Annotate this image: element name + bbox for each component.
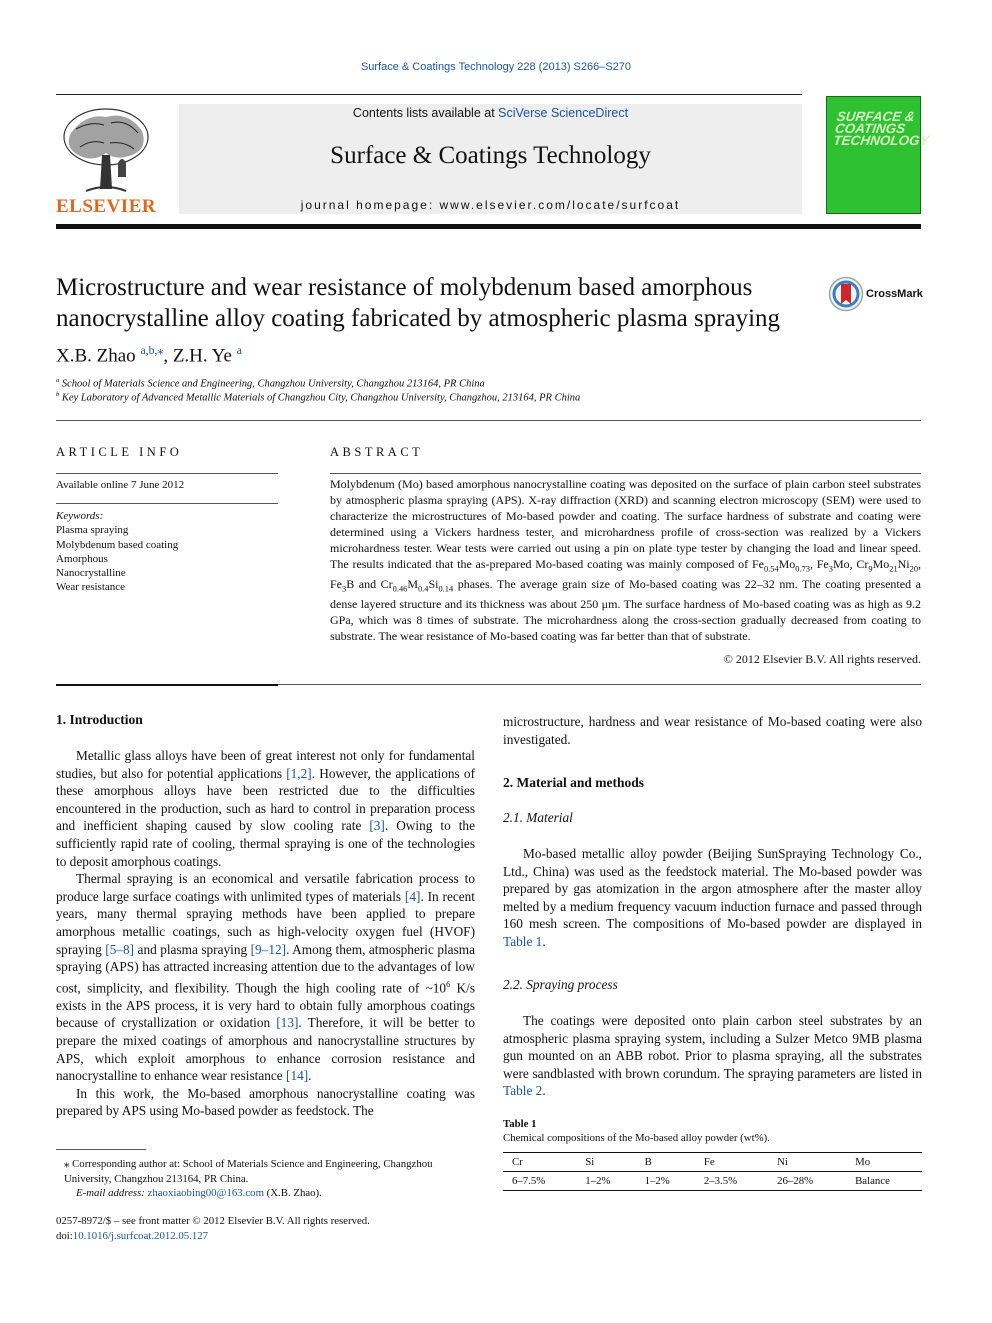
paragraph: Metallic glass alloys have been of great interest not only for fundamental studies, but also for potential applications [1,2]. However, the applications of these amorphous alloys have been restricted due to the difficulties encountered in the production, such as hard to control in preparation process and inefficient shaping caused by slow cooling rate [3]. Owing to the sufficiently rapid rate of cooling, thermal spraying is one of the technologies to deposit amorphous coatings. (56, 748, 475, 869)
body-rule (278, 684, 921, 685)
footnote-rule (56, 1149, 146, 1150)
homepage-line (179, 198, 802, 212)
email-suffix: (X.B. Zhao). (263, 1187, 322, 1199)
journal-reference[interactable]: Surface & Coatings Technology 228 (2013) S266–S270 (360, 61, 632, 73)
affiliation (56, 377, 485, 390)
section-heading-introduction: 1. Introduction (56, 712, 143, 727)
cover-title: SURFACE & COATINGS TECHNOLOGY (832, 109, 930, 148)
journal-cover-thumbnail[interactable] (826, 96, 930, 214)
author-list: X.B. Zhao $^{a,b,⁎}$, Z.H. Ye $^a$ (56, 344, 242, 367)
paragraph: Thermal spraying is an economical and versatile fabrication process to produce large surface coatings with unlimited types of materials [4]. In recent years, many thermal spraying methods have been applied to prepare amorphous metallic coatings, such as high-velocity oxygen fuel (HVOF) spraying [5–8] and plasma spraying [9–12]. Among them, atmospheric plasma spraying (APS) has attracted increasing attention due to the advantages of low cost, simplicity, and flexibility. Though the high cooling rate of $\sim 10^6$ K/s exists in the APS process, it is very hard to obtain fully amorphous coatings because of crystallization or oxidation [13]. Therefore, it will be better to prepare the mixed coatings of amorphous and nanocrystalline structures by APS, which exploit amorphous to enhance corrosion resistance and nanocrystalline to enhance wear resistance [14]. (56, 871, 476, 1084)
corresponding-author-footnote (56, 1157, 475, 1201)
doi-link[interactable]: 10.1016/j.surfcoat.2012.05.127 (72, 1229, 209, 1242)
affiliation-mark: b (56, 391, 60, 398)
table-header-cell: Fe (703, 1156, 715, 1168)
article-info-rule (56, 503, 278, 504)
header-rule (56, 224, 921, 229)
available-online: Available online 7 June 2012 (56, 479, 185, 491)
paragraph: In this work, the Mo-based amorphous nanocrystalline coating was prepared by APS using Mo-based powder as feedstock. The (56, 1085, 475, 1119)
journal-name: Surface & Coatings Technology (330, 142, 651, 169)
top-rule (56, 94, 802, 95)
table-link[interactable]: Table 1 (503, 933, 543, 949)
footnote-text: Corresponding author at: School of Materials Science and Engineering, Changzhou University, Changzhou 213164, PR China. (64, 1158, 433, 1185)
journal-masthead (179, 104, 802, 214)
table-header-cell: Ni (777, 1156, 788, 1168)
table-cell: 6–7.5% (512, 1175, 546, 1187)
body-rule-left (56, 684, 278, 686)
author-name: Z.H. Ye (172, 345, 232, 367)
citation-link[interactable]: [1,2] (286, 765, 312, 781)
front-matter (56, 1214, 476, 1243)
author-marks[interactable]: a,b,⁎ (140, 344, 164, 357)
doi-line (56, 1229, 476, 1244)
table-header-row (503, 1153, 922, 1172)
table-header-cell: Mo (855, 1156, 871, 1168)
paper-title: Microstructure and wear resistance of molybdenum based amorphous nanocrystalline alloy coating fabricated by atmospheric plasma spraying (56, 274, 781, 332)
table-cell: Balance (855, 1175, 890, 1187)
abstract-part: phases. The average grain size of Mo-based coating was 22–32 nm. The coating presented a dense layered structure and its thickness was about 250 μm. The surface hardness of Mo-based coating was as high as 9.2 GPa, which was 8 times of substrate. The microhardness along the cross-section gradually decreased from coating to substrate. The wear resistance of Mo-based coating was far better than that of substrate. (330, 576, 921, 643)
article-info-rule (56, 473, 278, 474)
citation-link[interactable]: [5–8] (105, 941, 135, 957)
citation-link[interactable]: [3] (369, 818, 385, 834)
keywords-label: Keywords: (56, 510, 104, 522)
citation-link[interactable]: [14] (286, 1068, 309, 1084)
composition-table (503, 1152, 922, 1191)
subsection-heading-spraying: 2.2. Spraying process (503, 977, 618, 992)
introduction-text (56, 747, 475, 1120)
table-cell: 2–3.5% (703, 1175, 738, 1187)
article-info-heading: ARTICLE INFO (56, 445, 183, 459)
affiliation-text: Key Laboratory of Advanced Metallic Materials of Changzhou City, Changzhou University, Changzhou, 213164, PR China (61, 392, 581, 404)
crossmark-label[interactable]: CrossMark (866, 288, 923, 300)
table-cell: 1–2% (644, 1175, 670, 1187)
table-row (503, 1172, 922, 1191)
table-cell: 26–28% (777, 1175, 814, 1187)
affiliation (56, 391, 580, 404)
paragraph: The coatings were deposited onto plain carbon steel substrates by an atmospheric plasma spraying system, including a Sulzer Metco 9MB plasma gun mounted on an ABB robot. Prior to plasma spraying, all the substrates were sandblasted with brown corundum. The spraying parameters are listed in Table 2. (503, 1013, 922, 1099)
email-label: E-mail address: (76, 1187, 148, 1199)
citation-link[interactable]: [9–12] (250, 941, 287, 957)
paragraph: Mo-based metallic alloy powder (Beijing SunSpraying Technology Co., Ltd., China) was used as the feedstock material. The Mo-based powder was prepared by gas atomization in the argon atmosphere after the master alloy melted by a medium frequency vacuum induction furnace and passed through 160 mesh screen. The compositions of Mo-based powder are displayed in Table 1. (503, 846, 922, 949)
author-name: X.B. Zhao (56, 345, 136, 367)
abstract-rule (330, 473, 921, 474)
homepage-link[interactable]: www.elsevier.com/locate/surfcoat (439, 198, 681, 212)
citation-link[interactable]: [4] (404, 888, 421, 904)
affiliation-mark: a (56, 377, 60, 384)
homepage-prefix: journal homepage: (300, 198, 440, 212)
crossmark-icon[interactable] (828, 276, 864, 312)
table-header-cell: Cr (512, 1156, 523, 1168)
elsevier-wordmark[interactable]: ELSEVIER (56, 196, 157, 217)
table-header-cell: B (644, 1156, 652, 1168)
contents-line (179, 106, 802, 120)
keyword: Plasma spraying (56, 524, 129, 537)
abstract-text: Molybdenum (Mo) based amorphous nanocrystalline coating was deposited on the surface of plain carbon steel substrates by atmospheric plasma spraying (APS). X-ray diffraction (XRD) and scanning electron microscopy (SEM) were used to characterize the microstructures of Mo-based powder and coating. The surface hardness of substrate and coating were determined using a Vickers hardness tester, and microhardness profile of cross-section was realized by a Vickers microhardness tester. Wear tests were carried out using a pin on plate type tester by changing the load and linear speed. The results indicated that the as-prepared Mo-based coating was mainly composed of $Fe_{0.54}Mo_{0.73}$, $Fe_3Mo$, $Cr_9Mo_{21}Ni_{20}$, $Fe_3B$ and $Cr_{0.46}M_{0.4}Si_{0.14}$ phases. The average grain size of Mo-based coating was 22–32 nm. The coating presented a dense layered structure and its thickness was about 250 μm. The surface hardness of Mo-based coating was as high as 9.2 GPa, which was 8 times of substrate. The microhardness along the cross-section gradually decreased from coating to substrate. The wear resistance of Mo-based coating was far better than that of substrate. (330, 477, 922, 643)
keyword: Amorphous (56, 552, 108, 565)
abstract-copyright: © 2012 Elsevier B.V. All rights reserved. (723, 652, 921, 666)
issn-line: 0257-8972/$ – see front matter © 2012 Elsevier B.V. All rights reserved. (56, 1215, 370, 1227)
footnote-mark: ⁎ (64, 1158, 70, 1170)
table-caption: Chemical compositions of the Mo-based alloy powder (wt%). (503, 1132, 770, 1144)
affiliation-text: School of Materials Science and Engineering, Changzhou University, Changzhou 213164, PR China (61, 378, 485, 390)
doi-label: doi: (56, 1229, 73, 1242)
email-link[interactable]: zhaoxiaobing00@163.com (147, 1187, 264, 1199)
table-title: Table 1 (503, 1118, 537, 1130)
abstract-part: Molybdenum (Mo) based amorphous nanocrystalline coating was deposited on the surface of plain carbon steel substrates by atmospheric plasma spraying (APS). X-ray diffraction (XRD) and scanning electron microscopy (SEM) were used to characterize the microstructures of Mo-based powder and coating. The surface hardness of substrate and coating were determined using a Vickers hardness tester, and microhardness profile of cross-section was realized by a Vickers microhardness tester. Wear tests were carried out using a pin on plate type tester by changing the load and linear speed. The results indicated that the as-prepared Mo-based coating was mainly composed of (330, 477, 921, 571)
keyword: Nanocrystalline (56, 567, 126, 580)
section-rule (56, 420, 921, 421)
citation-link[interactable]: [13] (276, 1015, 299, 1031)
table-link[interactable]: Table 2 (503, 1083, 543, 1099)
spraying-text (503, 1012, 922, 1100)
table-cell: 1–2% (585, 1175, 611, 1187)
abstract-heading: ABSTRACT (330, 445, 424, 459)
keywords-block (56, 509, 278, 595)
section-heading-methods: 2. Material and methods (503, 775, 644, 790)
material-text (503, 845, 922, 951)
keyword: Molybdenum based coating (56, 538, 179, 551)
keyword: Wear resistance (56, 581, 126, 594)
author-marks[interactable]: a (236, 344, 242, 357)
sciencedirect-link[interactable]: SciVerse ScienceDirect (498, 106, 629, 120)
table-header-cell: Si (585, 1156, 595, 1168)
article-info (56, 478, 278, 493)
contents-prefix: Contents lists available at (352, 106, 499, 120)
intro-continuation: microstructure, hardness and wear resistance of Mo-based coating were also investigated. (503, 714, 922, 747)
subsection-heading-material: 2.1. Material (503, 810, 573, 825)
